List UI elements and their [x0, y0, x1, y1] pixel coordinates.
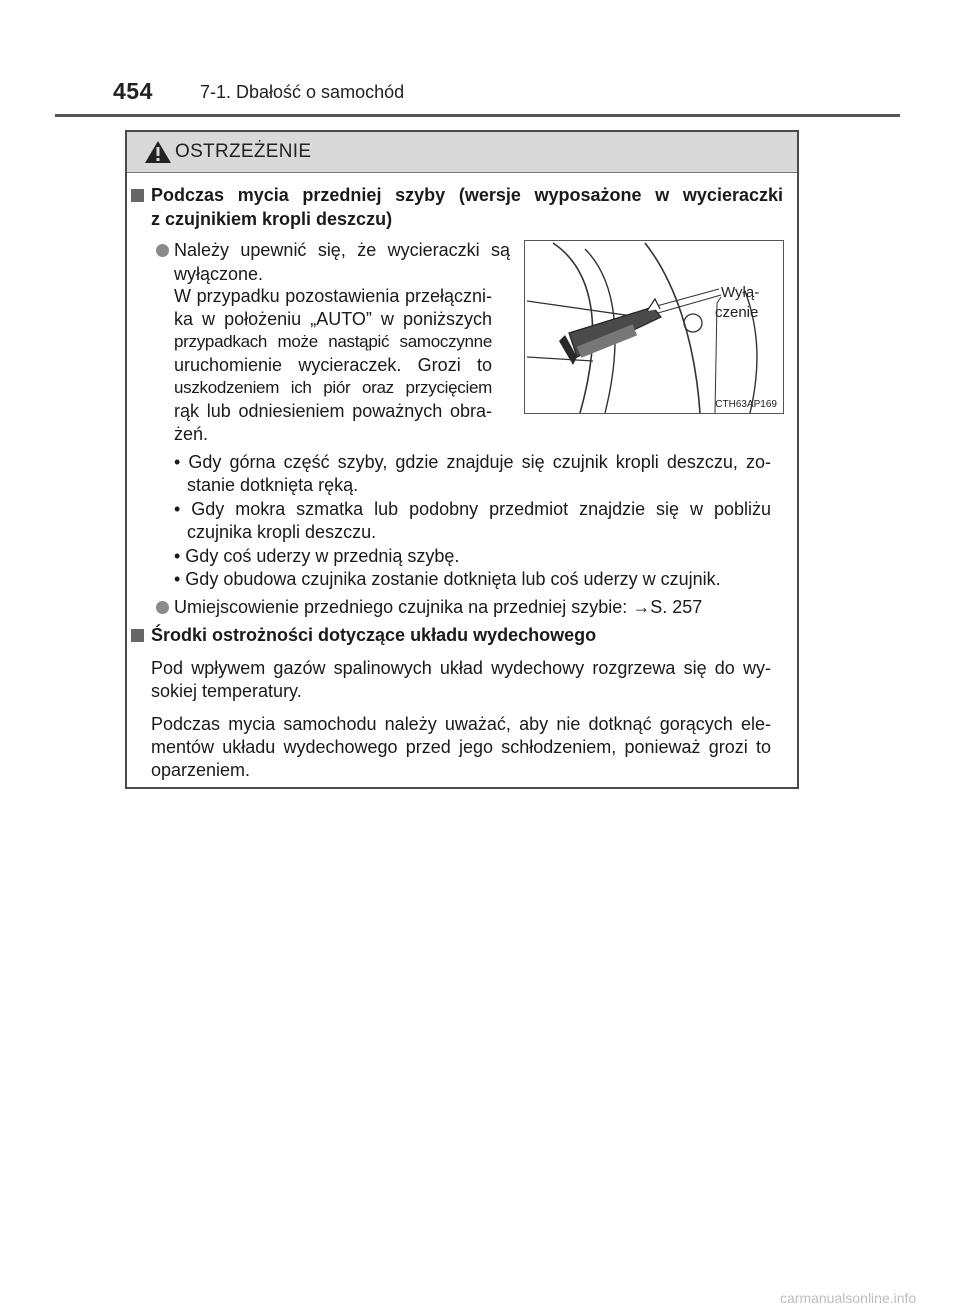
circle-bullet-icon: [156, 244, 169, 257]
item1-line1: Należy upewnić się, że wycieraczki są: [174, 240, 510, 260]
item1-line7: uszkodzeniem ich piór oraz przycięciem: [174, 378, 492, 397]
watermark: carmanualsonline.info: [780, 1290, 917, 1306]
item1-line6: uruchomienie wycieraczek. Grozi to: [174, 355, 492, 375]
list-item-3: • Gdy coś uderzy w przednią szybę.: [174, 546, 460, 566]
square-bullet-icon: [131, 629, 144, 642]
item1-line4: ka w położeniu „AUTO” w poniższych: [174, 309, 492, 329]
section2-para1-line1: Pod wpływem gazów spalinowych układ wydechowy rozgrzewa się do wy-: [151, 658, 771, 678]
circle-bullet-icon: [156, 601, 169, 614]
section2-para2-line1: Podczas mycia samochodu należy uważać, aby nie dotknąć gorących ele-: [151, 714, 771, 734]
section-title: 7-1. Dbałość o samochód: [200, 82, 405, 102]
figure-code: CTH63AP169: [715, 399, 777, 410]
list-item-2-line2: czujnika kropli deszczu.: [187, 522, 377, 542]
item1-line2: wyłączone.: [174, 264, 264, 284]
section2-heading: Środki ostrożności dotyczące układu wydechowego: [151, 625, 597, 645]
page-header: [0, 0, 960, 120]
warning-box: [125, 130, 799, 789]
item1-line3: W przypadku pozostawienia przełączni-: [174, 286, 492, 306]
list-item-1-line2: stanie dotknięta ręką.: [187, 475, 359, 495]
figure-label-line2: czenie: [715, 304, 759, 321]
figure-label-line1: Wyłą-: [721, 284, 760, 301]
warning-header: [127, 132, 797, 173]
section2-para2-line2: mentów układu wydechowego przed jego schłodzeniem, ponieważ grozi to: [151, 737, 771, 757]
section2-para1-line2: sokiej temperatury.: [151, 681, 302, 701]
header-divider: [55, 114, 900, 117]
wiper-lever-drawing: [525, 241, 784, 414]
list-item-4: • Gdy obudowa czujnika zostanie dotknięta lub coś uderzy w czujnik.: [174, 569, 721, 589]
item1-line8: rąk lub odniesieniem poważnych obra-: [174, 401, 492, 421]
square-bullet-icon: [131, 189, 144, 202]
item2-text: Umiejscowienie przedniego czujnika na przedniej szybie: →S. 257: [174, 597, 703, 617]
page-number: 454: [113, 78, 153, 104]
wiper-switch-illustration: [524, 240, 784, 414]
list-item-1-line1: • Gdy górna część szyby, gdzie znajduje się czujnik kropli deszczu, zo-: [174, 452, 771, 472]
list-item-2-line1: • Gdy mokra szmatka lub podobny przedmiot znajdzie się w pobliżu: [174, 499, 771, 519]
section1-heading-line2: z czujnikiem kropli deszczu): [151, 209, 393, 229]
item1-line5: przypadkach może nastąpić samoczynne: [174, 332, 492, 351]
warning-triangle-icon: [144, 140, 172, 164]
item1-line9: żeń.: [174, 424, 209, 444]
warning-title: OSTRZEŻENIE: [175, 141, 312, 162]
section1-heading-line1: Podczas mycia przedniej szyby (wersje wyposażone w wycieraczki: [151, 185, 783, 205]
section2-para2-line3: oparzeniem.: [151, 760, 251, 780]
